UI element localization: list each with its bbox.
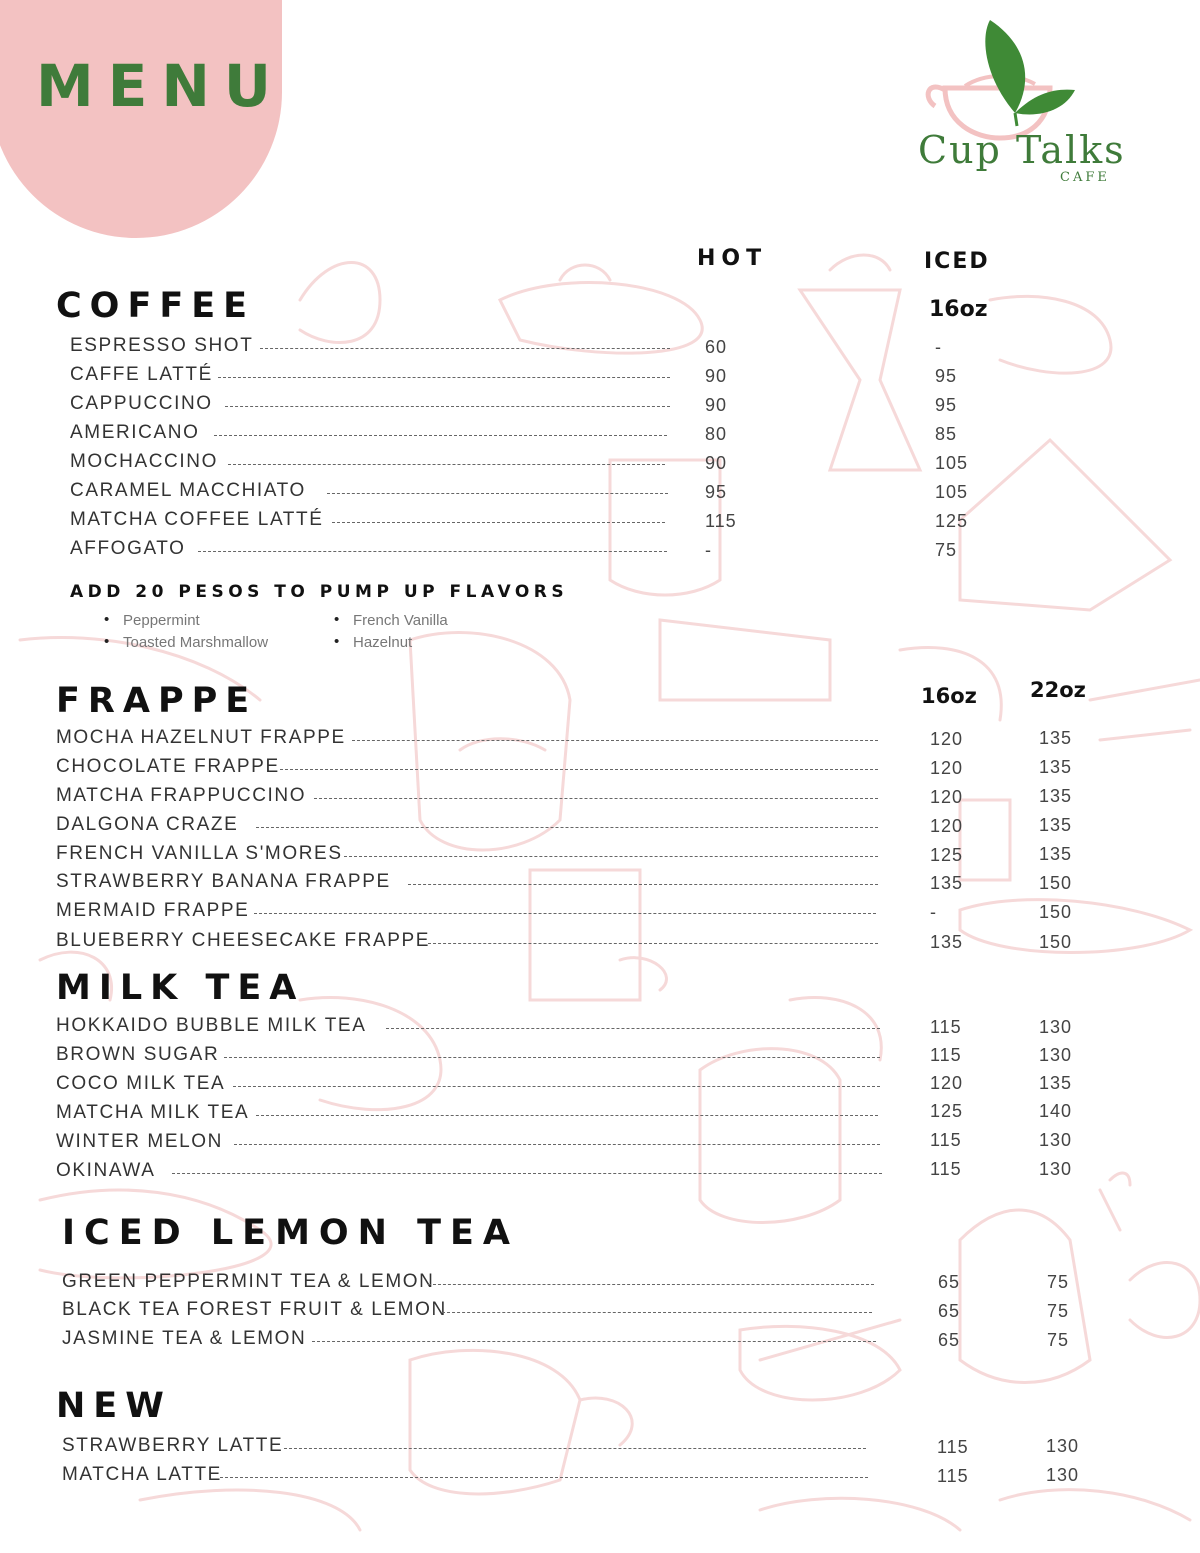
menu-item — [56, 843, 878, 867]
item-name: MATCHA MILK TEA — [56, 1102, 250, 1123]
item-name: BROWN SUGAR — [56, 1044, 220, 1065]
item-name: MATCHA COFFEE LATTÉ — [70, 509, 324, 530]
price-iced: 95 — [935, 395, 958, 415]
flavor-option: • Hazelnut — [353, 634, 412, 651]
price-16oz: 135 — [930, 932, 964, 952]
price-hot: 115 — [705, 511, 737, 531]
leader-line — [228, 464, 665, 465]
item-name: BLUEBERRY CHEESECAKE FRAPPE — [56, 930, 431, 951]
price-16oz: 120 — [930, 758, 964, 778]
leader-line — [352, 740, 878, 741]
price-22oz: 140 — [1039, 1101, 1073, 1121]
price-16oz: 120 — [930, 787, 964, 807]
menu-item — [56, 814, 878, 838]
item-name: FRENCH VANILLA S'MORES — [56, 843, 343, 864]
coffee-section-title: COFFEE — [56, 286, 256, 326]
price-16oz: 65 — [938, 1301, 961, 1321]
price-16oz: 115 — [930, 1159, 962, 1179]
menu-item — [56, 1102, 878, 1126]
price-22oz: 130 — [1039, 1159, 1073, 1179]
menu-item — [62, 1464, 868, 1488]
menu-item — [62, 1271, 874, 1295]
price-iced: 95 — [935, 366, 958, 386]
price-iced: 125 — [935, 511, 969, 531]
item-name: HOKKAIDO BUBBLE MILK TEA — [56, 1015, 367, 1036]
logo-name: Cup Talks — [918, 128, 1126, 172]
leader-line — [442, 1312, 872, 1313]
price-22oz: 135 — [1039, 786, 1073, 806]
item-name: CHOCOLATE FRAPPE — [56, 756, 280, 777]
flavor-option: • Toasted Marshmallow — [123, 634, 268, 651]
flavor-option: • Peppermint — [123, 612, 200, 629]
leader-line — [344, 856, 878, 857]
price-hot: 80 — [705, 424, 728, 444]
leader-line — [233, 1086, 880, 1087]
item-name: MOCHA HAZELNUT FRAPPE — [56, 727, 346, 748]
item-name: CAFFE LATTÉ — [70, 364, 213, 385]
item-name: MERMAID FRAPPE — [56, 900, 250, 921]
item-name: AMERICANO — [70, 422, 200, 443]
leader-line — [280, 769, 878, 770]
item-name: DALGONA CRAZE — [56, 814, 239, 835]
price-16oz: 115 — [937, 1437, 969, 1457]
leader-line — [214, 435, 667, 436]
price-22oz: 130 — [1039, 1045, 1073, 1065]
leader-line — [220, 1477, 868, 1478]
item-name: COCO MILK TEA — [56, 1073, 226, 1094]
coffee-size-header: 16oz — [929, 297, 988, 322]
menu-item — [62, 1435, 866, 1459]
price-22oz: 75 — [1047, 1272, 1070, 1292]
item-name: MATCHA LATTE — [62, 1464, 222, 1485]
leader-line — [256, 1115, 878, 1116]
price-22oz: 130 — [1039, 1017, 1073, 1037]
frappe-size2-header: 22oz — [1030, 678, 1086, 702]
menu-item — [70, 538, 667, 562]
price-hot: 60 — [705, 337, 728, 357]
leader-line — [234, 1144, 880, 1145]
price-iced: 105 — [935, 482, 969, 502]
price-16oz: 120 — [930, 729, 964, 749]
item-name: WINTER MELON — [56, 1131, 223, 1152]
price-hot: 90 — [705, 366, 728, 386]
leader-line — [256, 827, 878, 828]
leader-line — [224, 1057, 880, 1058]
milk-tea-section-title: MILK TEA — [56, 968, 305, 1008]
price-hot: - — [705, 540, 712, 560]
price-iced: 105 — [935, 453, 969, 473]
menu-item — [70, 480, 668, 504]
item-name: MATCHA FRAPPUCCINO — [56, 785, 307, 806]
frappe-size1-header: 16oz — [921, 684, 977, 708]
leader-line — [314, 798, 878, 799]
menu-item — [56, 1131, 880, 1155]
leader-line — [198, 551, 667, 552]
price-hot: 95 — [705, 482, 728, 502]
price-16oz: 115 — [930, 1130, 962, 1150]
price-16oz: 65 — [938, 1330, 961, 1350]
leader-line — [172, 1173, 882, 1174]
item-name: GREEN PEPPERMINT TEA & LEMON — [62, 1271, 435, 1292]
price-16oz: 125 — [930, 1101, 964, 1121]
price-16oz: 65 — [938, 1272, 961, 1292]
leader-line — [428, 1284, 874, 1285]
price-16oz: 120 — [930, 816, 964, 836]
menu-item — [70, 335, 670, 359]
menu-item — [56, 900, 876, 924]
price-22oz: 135 — [1039, 1073, 1073, 1093]
price-22oz: 130 — [1046, 1465, 1080, 1485]
menu-item — [70, 509, 665, 533]
new-section-title: NEW — [56, 1386, 172, 1426]
leader-line — [284, 1448, 866, 1449]
leader-line — [254, 913, 876, 914]
price-16oz: 135 — [930, 873, 964, 893]
leader-line — [312, 1341, 876, 1342]
leader-line — [225, 406, 670, 407]
price-22oz: 130 — [1046, 1436, 1080, 1456]
price-22oz: 135 — [1039, 728, 1073, 748]
menu-item — [56, 1160, 882, 1184]
menu-item — [56, 1073, 880, 1097]
price-22oz: 75 — [1047, 1330, 1070, 1350]
item-name: STRAWBERRY BANANA FRAPPE — [56, 871, 391, 892]
price-16oz: 115 — [930, 1045, 962, 1065]
leader-line — [260, 348, 670, 349]
menu-item — [62, 1328, 876, 1352]
item-name: ESPRESSO SHOT — [70, 335, 254, 356]
iced-lemon-tea-section-title: ICED LEMON TEA — [62, 1213, 519, 1253]
menu-item — [56, 930, 878, 954]
menu-item — [62, 1299, 872, 1323]
leader-line — [428, 943, 878, 944]
price-22oz: 135 — [1039, 815, 1073, 835]
price-iced: 75 — [935, 540, 958, 560]
leader-line — [408, 884, 878, 885]
leader-line — [327, 493, 668, 494]
iced-column-header: ICED — [924, 249, 990, 274]
price-iced: - — [935, 337, 942, 357]
flavor-option: • French Vanilla — [353, 612, 448, 629]
flavor-addon-note: ADD 20 PESOS TO PUMP UP FLAVORS — [70, 582, 569, 602]
item-name: CARAMEL MACCHIATO — [70, 480, 306, 501]
logo-subtitle: CAFE — [1060, 170, 1110, 185]
price-22oz: 75 — [1047, 1301, 1070, 1321]
price-16oz: 115 — [930, 1017, 962, 1037]
item-name: MOCHACCINO — [70, 451, 218, 472]
price-hot: 90 — [705, 395, 728, 415]
hot-column-header: HOT — [697, 246, 768, 271]
item-name: CAPPUCCINO — [70, 393, 213, 414]
item-name: JASMINE TEA & LEMON — [62, 1328, 307, 1349]
price-22oz: 150 — [1039, 932, 1073, 952]
item-name: STRAWBERRY LATTE — [62, 1435, 284, 1456]
menu-item — [56, 1015, 880, 1039]
price-iced: 85 — [935, 424, 958, 444]
leader-line — [218, 377, 670, 378]
price-16oz: - — [930, 902, 937, 922]
price-22oz: 135 — [1039, 757, 1073, 777]
frappe-section-title: FRAPPE — [56, 681, 258, 721]
price-16oz: 115 — [937, 1466, 969, 1486]
menu-item — [56, 727, 878, 751]
price-22oz: 150 — [1039, 902, 1073, 922]
menu-title: MENU — [36, 52, 285, 120]
item-name: AFFOGATO — [70, 538, 186, 559]
price-22oz: 150 — [1039, 873, 1073, 893]
menu-item — [56, 756, 878, 780]
menu-item — [56, 785, 878, 809]
menu-item — [56, 871, 878, 895]
menu-item — [70, 451, 665, 475]
menu-item — [70, 393, 670, 417]
item-name: OKINAWA — [56, 1160, 156, 1181]
price-22oz: 130 — [1039, 1130, 1073, 1150]
item-name: BLACK TEA FOREST FRUIT & LEMON — [62, 1299, 447, 1320]
menu-item — [56, 1044, 880, 1068]
price-hot: 90 — [705, 453, 728, 473]
price-16oz: 125 — [930, 845, 964, 865]
price-22oz: 135 — [1039, 844, 1073, 864]
menu-item — [70, 364, 670, 388]
leader-line — [386, 1028, 880, 1029]
leader-line — [332, 522, 665, 523]
menu-item — [70, 422, 667, 446]
price-16oz: 120 — [930, 1073, 964, 1093]
